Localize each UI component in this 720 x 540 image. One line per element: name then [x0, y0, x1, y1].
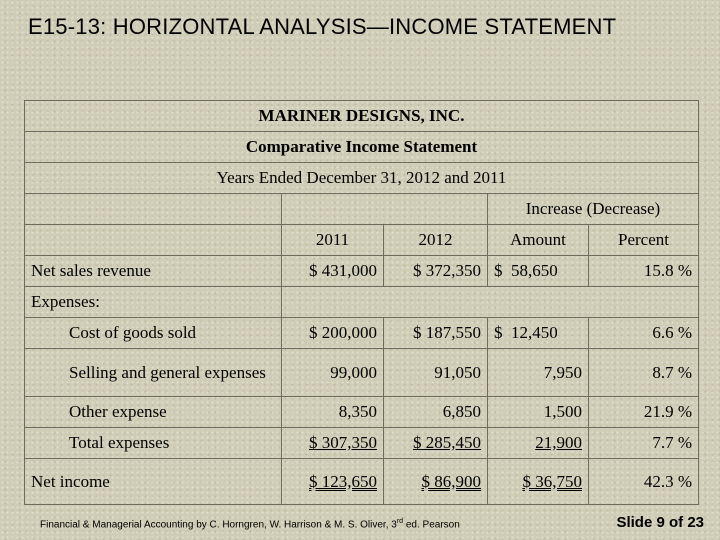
- blank-cell: [25, 225, 282, 256]
- row-label: Expenses:: [25, 287, 282, 318]
- increase-decrease-header: Increase (Decrease): [488, 194, 699, 225]
- company-name: MARINER DESIGNS, INC.: [25, 101, 699, 132]
- value-percent: 8.7 %: [589, 349, 699, 397]
- value-amount: $ 58,650: [488, 256, 589, 287]
- row-label: Net income: [25, 459, 282, 505]
- value-percent: 7.7 %: [589, 428, 699, 459]
- blank-cell: [282, 194, 488, 225]
- value-2011: $ 200,000: [282, 318, 384, 349]
- row-label: Total expenses: [25, 428, 282, 459]
- column-header-2011: 2011: [282, 225, 384, 256]
- row-label: Cost of goods sold: [25, 318, 282, 349]
- value-amount: $ 12,450: [488, 318, 589, 349]
- value-2011: $ 123,650: [309, 471, 377, 491]
- value-amount: 21,900: [535, 433, 582, 452]
- value-amount: 7,950: [488, 349, 589, 397]
- column-header-percent: Percent: [589, 225, 699, 256]
- row-label: Selling and general expenses: [25, 349, 282, 397]
- slide-title: E15-13: HORIZONTAL ANALYSIS—INCOME STATEMENT: [28, 14, 617, 39]
- source-credit: Financial & Managerial Accounting by C. Horngren, W. Harrison & M. S. Oliver, 3rd ed. Pearson: [40, 518, 460, 531]
- value-2012: $ 372,350: [384, 256, 488, 287]
- value-2012: 91,050: [384, 349, 488, 397]
- value-amount: $ 36,750: [522, 471, 582, 491]
- value-amount: 1,500: [488, 397, 589, 428]
- value-percent: 42.3 %: [589, 459, 699, 505]
- value-2011: 99,000: [282, 349, 384, 397]
- income-statement-table: [24, 100, 699, 505]
- blank-cell: [282, 287, 699, 318]
- statement-period: Years Ended December 31, 2012 and 2011: [25, 163, 699, 194]
- value-2012: $ 187,550: [384, 318, 488, 349]
- value-percent: 21.9 %: [589, 397, 699, 428]
- value-percent: 15.8 %: [589, 256, 699, 287]
- slide-number: Slide 9 of 23: [616, 514, 704, 531]
- statement-name: Comparative Income Statement: [25, 132, 699, 163]
- row-label: Net sales revenue: [25, 256, 282, 287]
- column-header-2012: 2012: [384, 225, 488, 256]
- value-2011: 8,350: [282, 397, 384, 428]
- value-percent: 6.6 %: [589, 318, 699, 349]
- row-label: Other expense: [25, 397, 282, 428]
- value-2012: $ 86,900: [421, 471, 481, 491]
- value-2012: 6,850: [384, 397, 488, 428]
- value-2012: $ 285,450: [413, 433, 481, 452]
- value-2011: $ 431,000: [282, 256, 384, 287]
- blank-cell: [25, 194, 282, 225]
- column-header-amount: Amount: [488, 225, 589, 256]
- value-2011: $ 307,350: [309, 433, 377, 452]
